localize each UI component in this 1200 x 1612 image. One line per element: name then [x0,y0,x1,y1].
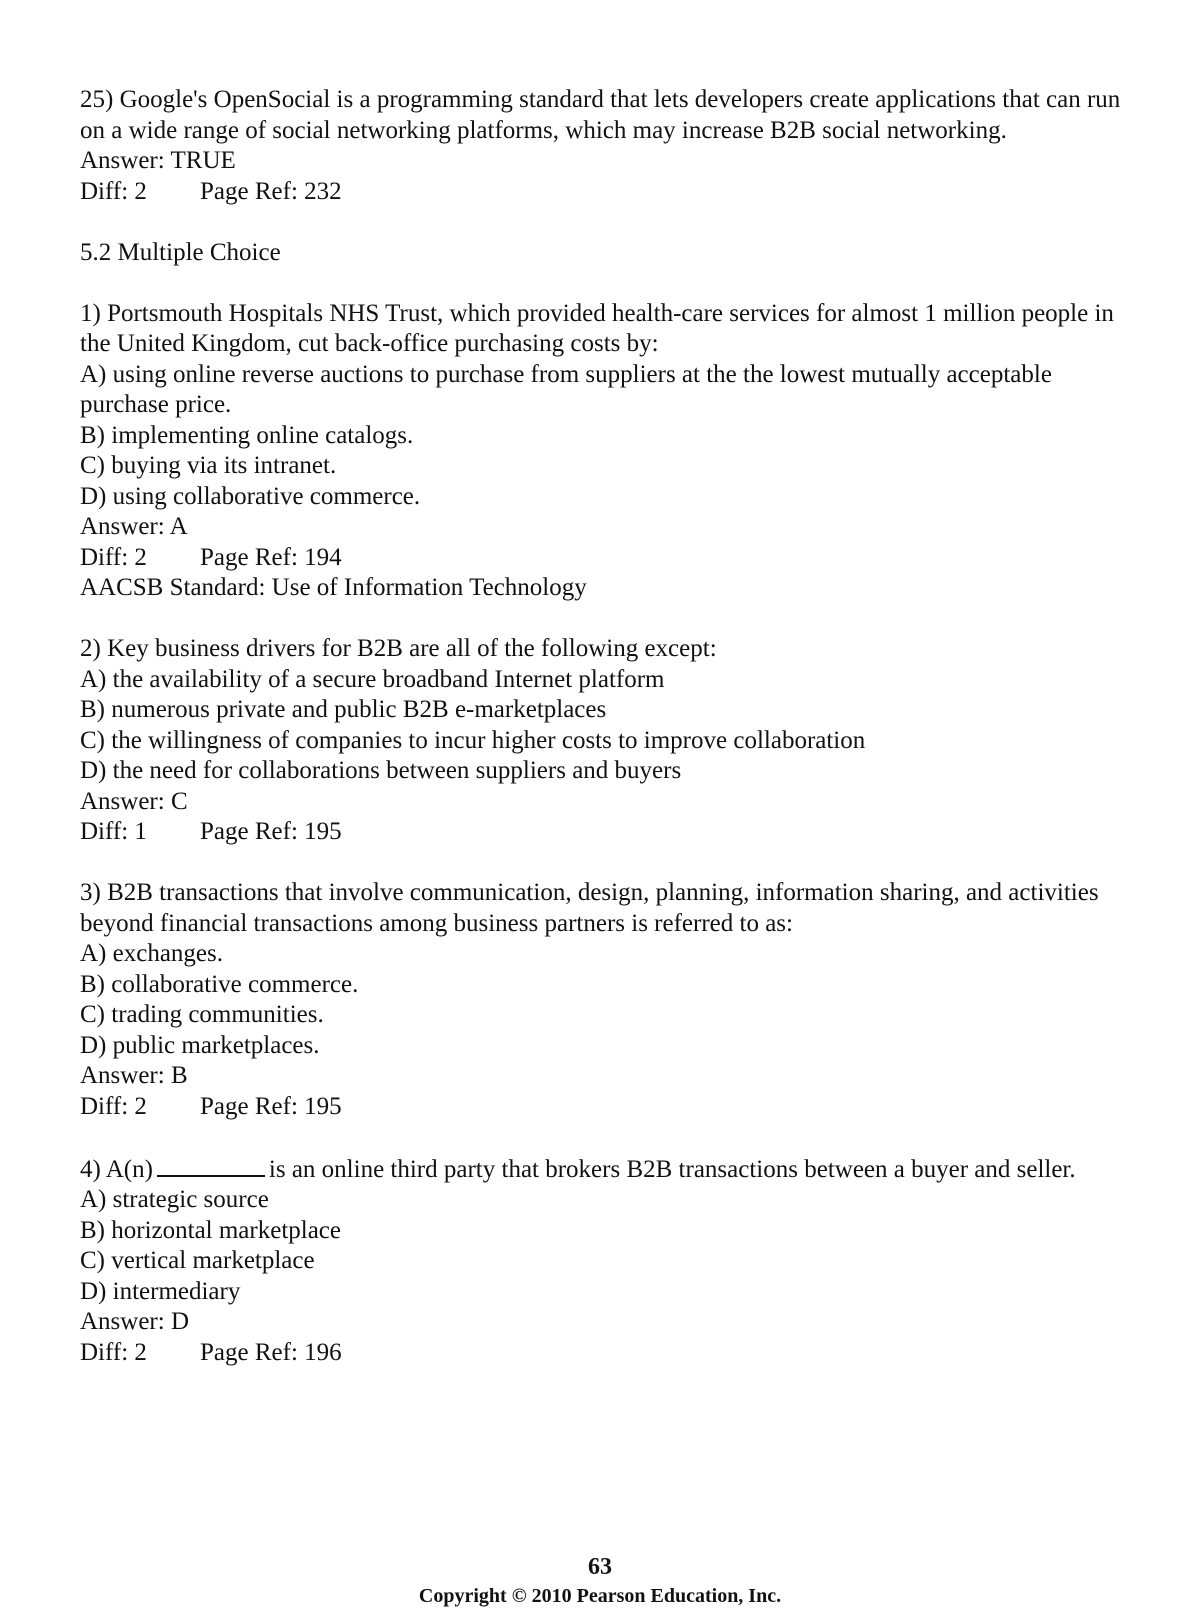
question-1 [80,299,1140,604]
difficulty: Diff: 2 [80,1092,147,1120]
option-a: A) the availability of a secure broadband Internet platform [80,665,665,693]
section-heading: 5.2 Multiple Choice [80,238,281,266]
answer: Answer: D [80,1308,190,1335]
difficulty-row [80,1338,1140,1369]
question-text [80,1153,1140,1186]
option-b: B) implementing online catalogs. [80,421,414,449]
page-ref: Page Ref: 195 [200,818,342,845]
answer: Answer: A [80,513,188,540]
option-d: D) public marketplaces. [80,1031,320,1059]
page-ref: Page Ref: 194 [200,543,342,571]
option-c: C) the willingness of companies to incur higher costs to improve collaboration [80,726,866,754]
page-ref: Page Ref: 232 [200,177,342,205]
page-number: 63 [588,1554,612,1580]
answer: Answer: B [80,1062,188,1089]
difficulty-row [80,543,1140,574]
option-a: A) exchanges. [80,940,223,967]
option-c: C) trading communities. [80,1001,324,1028]
copyright-notice: Copyright © 2010 Pearson Education, Inc. [418,1585,782,1607]
difficulty-row [80,817,1140,848]
difficulty: Diff: 2 [80,543,147,571]
question-stem-end: is an online third party that brokers B2B transactions between a buyer and seller. [268,1155,1076,1183]
option-a: A) using online reverse auctions to purchase from suppliers at the the lowest mutually acceptable purchase price. [80,360,1052,418]
option-c: C) vertical marketplace [80,1247,315,1274]
question-3 [80,878,1140,1122]
option-d: D) intermediary [80,1277,241,1305]
question-2 [80,634,1140,848]
difficulty: Diff: 1 [80,818,147,845]
answer: Answer: TRUE [80,147,236,174]
question-4 [80,1153,1140,1369]
option-a: A) strategic source [80,1186,269,1213]
option-d: D) the need for collaborations between suppliers and buyers [80,757,682,784]
question-stem-start: 4) A(n) [80,1155,153,1183]
option-b: B) horizontal marketplace [80,1216,341,1244]
question-text: 3) B2B transactions that involve communication, design, planning, information sharing, and activities beyond financial transactions among business partners is referred to as: [80,879,1099,937]
difficulty: Diff: 2 [80,1338,147,1366]
option-b: B) collaborative commerce. [80,970,359,998]
document-page [80,85,1140,1399]
page-ref: Page Ref: 195 [200,1092,342,1120]
question-text: 25) Google's OpenSocial is a programming standard that lets developers create applications that can run on a wide range of social networking platforms, which may increase B2B social networking. [80,86,1121,144]
difficulty-row [80,177,1140,208]
question-text: 2) Key business drivers for B2B are all of the following except: [80,635,717,662]
fill-in-blank [157,1153,265,1177]
question-text: 1) Portsmouth Hospitals NHS Trust, which provided health-care services for almost 1 million people in the United Kingdom, cut back-office purchasing costs by: [80,299,1114,357]
aacsb-standard: AACSB Standard: Use of Information Technology [80,574,587,601]
option-d: D) using collaborative commerce. [80,482,421,510]
option-b: B) numerous private and public B2B e-marketplaces [80,696,607,723]
page-ref: Page Ref: 196 [200,1338,342,1366]
option-c: C) buying via its intranet. [80,452,337,479]
difficulty: Diff: 2 [80,177,147,205]
question-25 [80,85,1140,207]
difficulty-row [80,1092,1140,1123]
answer: Answer: C [80,787,188,815]
